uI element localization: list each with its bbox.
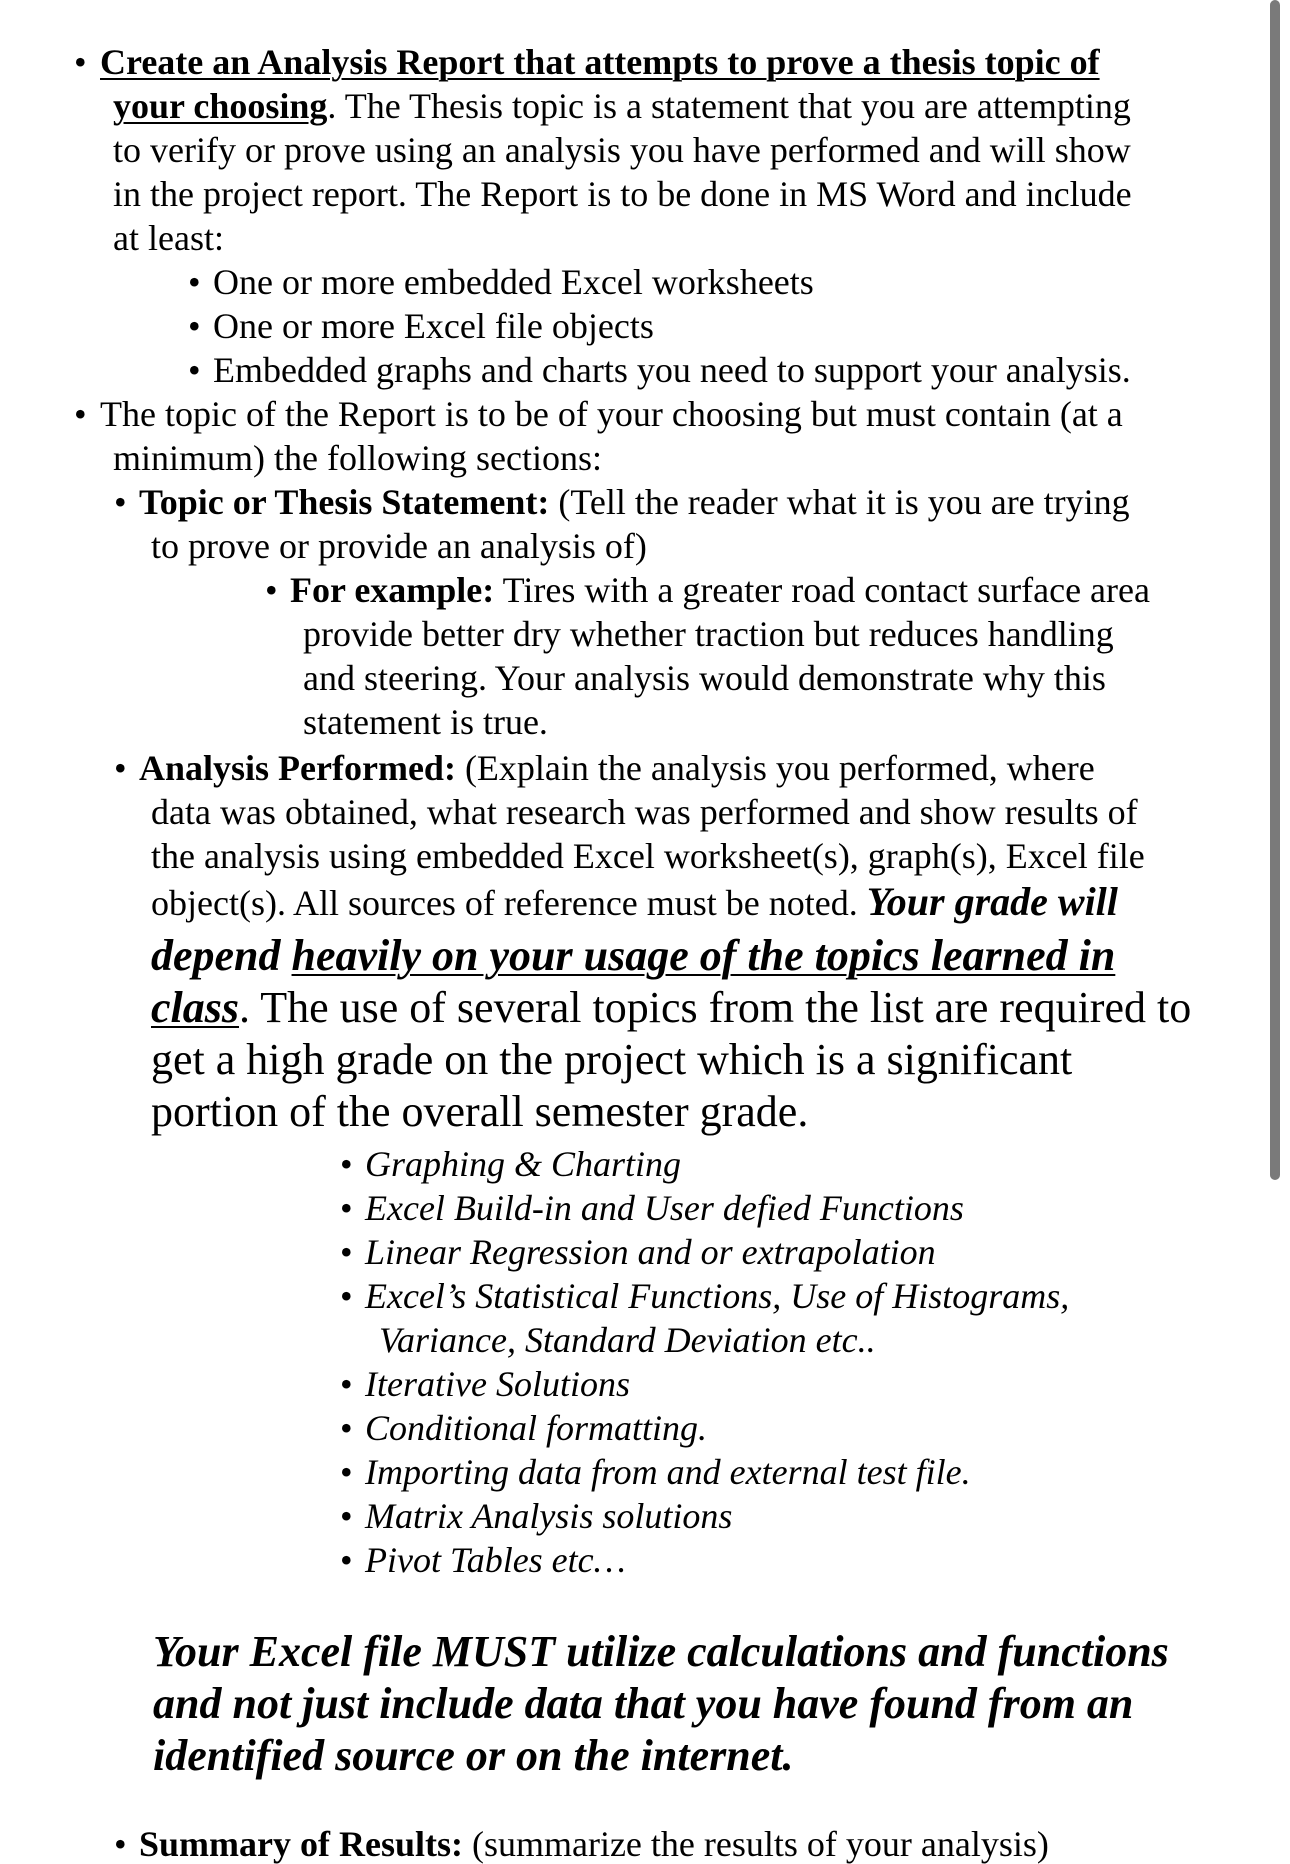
analysis-line-4 xyxy=(151,879,1118,924)
bullet: • xyxy=(74,394,87,434)
analysis-label: Analysis Performed: xyxy=(139,748,456,788)
topic-item-3: Linear Regression and or extrapolation xyxy=(365,1232,936,1272)
bullet: • xyxy=(188,262,201,302)
bullet: • xyxy=(340,1540,353,1580)
example-line-2: provide better dry whether traction but reduces handling xyxy=(303,614,1114,654)
vertical-scrollbar[interactable] xyxy=(1270,0,1280,1180)
example-label: For example: xyxy=(290,570,495,610)
p1-line-1 xyxy=(100,44,1100,80)
example-text-1: Tires with a greater road contact surface area xyxy=(494,570,1150,610)
analysis-big-3: . The use of several topics from the list are required to xyxy=(239,983,1192,1032)
bullet: • xyxy=(340,1144,353,1184)
warning-line-1 xyxy=(153,1627,1169,1676)
warning-line-3 xyxy=(153,1731,794,1780)
analysis-text-1: (Explain the analysis you performed, where xyxy=(455,748,1095,788)
bullet: • xyxy=(340,1232,353,1272)
analysis-line-2: data was obtained, what research was performed and show results of xyxy=(151,792,1138,832)
bullet: • xyxy=(340,1408,353,1448)
analysis-emphasis-3: class xyxy=(151,983,239,1032)
p2-line-1: The topic of the Report is to be of your choosing but must contain (at a xyxy=(100,394,1123,434)
bullet: • xyxy=(340,1452,353,1492)
topic-item-9: Pivot Tables etc… xyxy=(365,1540,626,1580)
p1-item-3: Embedded graphs and charts you need to support your analysis. xyxy=(213,350,1131,390)
analysis-emphasis-1: Your grade will xyxy=(866,879,1118,924)
bullet: • xyxy=(114,748,127,788)
summary-text: (summarize the results of your analysis) xyxy=(462,1824,1049,1864)
warning-text-2: and not just include data that you have found from an xyxy=(153,1679,1134,1728)
example-line-3: and steering. Your analysis would demonstrate why this xyxy=(303,658,1106,698)
topic-item-2: Excel Build-in and User defied Functions xyxy=(365,1188,964,1228)
bullet: • xyxy=(188,350,201,390)
analysis-line-8: portion of the overall semester grade. xyxy=(151,1087,809,1136)
analysis-emphasis-2a: depend xyxy=(151,931,292,980)
topic-item-5: Iterative Solutions xyxy=(365,1364,630,1404)
bullet: • xyxy=(188,306,201,346)
p1-line-3: to verify or prove using an analysis you have performed and will show xyxy=(113,130,1131,170)
p1-line-5: at least: xyxy=(113,218,224,258)
analysis-line-6 xyxy=(151,983,1192,1032)
summary-label: Summary of Results: xyxy=(139,1824,463,1864)
bullet: • xyxy=(340,1496,353,1536)
analysis-line-3: the analysis using embedded Excel worksheet(s), graph(s), Excel file xyxy=(151,836,1145,876)
analysis-line-1 xyxy=(139,750,1095,786)
analysis-line-7: get a high grade on the project which is a significant xyxy=(151,1035,1073,1084)
p1-lead-2: your choosing xyxy=(113,86,328,126)
bullet: • xyxy=(114,1824,127,1864)
topic-item-4-cont: Variance, Standard Deviation etc.. xyxy=(379,1320,876,1360)
p1-rest-1: . The Thesis topic is a statement that you are attempting xyxy=(327,86,1131,126)
example-line-1 xyxy=(290,572,1150,608)
topic-item-8: Matrix Analysis solutions xyxy=(365,1496,733,1536)
warning-text-1: Your Excel file MUST utilize calculations and functions xyxy=(153,1627,1169,1676)
topic-line-2: to prove or provide an analysis of) xyxy=(151,526,647,566)
bullet: • xyxy=(74,42,87,82)
topic-item-7: Importing data from and external test file. xyxy=(365,1452,971,1492)
p1-item-1: One or more embedded Excel worksheets xyxy=(213,262,814,302)
bullet: • xyxy=(265,570,278,610)
analysis-emphasis-2b: heavily on your usage of the topics learned in xyxy=(291,931,1116,980)
analysis-text-4: object(s). All sources of reference must be noted. xyxy=(151,883,867,923)
bullet: • xyxy=(340,1276,353,1316)
bullet: • xyxy=(340,1188,353,1228)
p1-lead: Create an Analysis Report that attempts to prove a thesis topic of xyxy=(100,42,1100,82)
p2-line-2: minimum) the following sections: xyxy=(113,438,602,478)
p1-line-2 xyxy=(113,88,1131,124)
warning-line-2 xyxy=(153,1679,1134,1728)
topic-text-1: (Tell the reader what it is you are trying xyxy=(549,482,1130,522)
topic-item-1: Graphing & Charting xyxy=(365,1144,682,1184)
summary-line-1 xyxy=(139,1826,1049,1862)
topic-label: Topic or Thesis Statement: xyxy=(139,482,550,522)
topic-line-1 xyxy=(139,484,1130,520)
p1-item-2: One or more Excel file objects xyxy=(213,306,654,346)
analysis-line-5 xyxy=(151,931,1116,980)
topic-item-4: Excel’s Statistical Functions, Use of Histograms, xyxy=(365,1276,1070,1316)
p1-line-4: in the project report. The Report is to be done in MS Word and include xyxy=(113,174,1132,214)
warning-text-3: identified source or on the internet. xyxy=(153,1731,794,1780)
example-line-4: statement is true. xyxy=(303,702,548,742)
bullet: • xyxy=(340,1364,353,1404)
bullet: • xyxy=(114,482,127,522)
topic-item-6: Conditional formatting. xyxy=(365,1408,708,1448)
